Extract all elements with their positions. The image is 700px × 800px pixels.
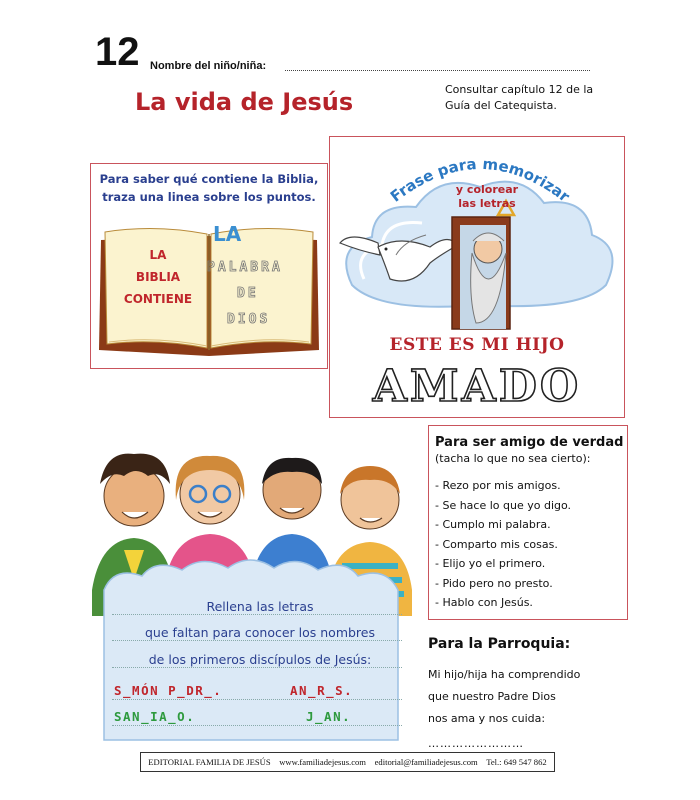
- lesson-number: 12: [95, 30, 140, 74]
- consult-line-1: Consultar capítulo 12 de la: [445, 83, 594, 96]
- footer-website[interactable]: www.familiadejesus.com: [279, 757, 366, 767]
- page-title: La vida de Jesús: [135, 88, 354, 116]
- footer: [140, 752, 555, 772]
- parish-line-3: nos ama y nos cuida:: [428, 712, 546, 725]
- card-rule-1: [112, 614, 402, 615]
- color-hint-line-1: y colorear: [455, 183, 519, 196]
- bible-instruction-line-1: Para saber qué contiene la Biblia,: [99, 172, 319, 186]
- friend-item-pray[interactable]: - Rezo por mis amigos.: [435, 479, 561, 492]
- color-hint-line-2: las letras: [458, 197, 516, 210]
- consult-note: [445, 82, 620, 114]
- friend-checklist-subtitle: (tacha lo que no sea cierto):: [435, 452, 591, 465]
- friend-checklist-title: Para ser amigo de verdad: [435, 435, 624, 450]
- disciples-instruction-line-2: que faltan para conocer los nombres: [145, 625, 375, 640]
- disciple-name-santiago[interactable]: SAN_IA_O.: [114, 709, 196, 724]
- dotted-word-de[interactable]: DE: [237, 286, 259, 301]
- dotted-word-palabra[interactable]: PALABRA: [207, 260, 283, 275]
- book-word-contiene: CONTIENE: [123, 292, 193, 306]
- friend-item-no-lend[interactable]: - Pido pero no presto.: [435, 576, 553, 590]
- memorize-phrase-box: [329, 136, 625, 418]
- memorize-arc-title: Frase para memorizar: [386, 154, 574, 206]
- disciple-name-juan[interactable]: J_AN.: [306, 709, 352, 724]
- book-word-la: LA: [149, 248, 167, 262]
- footer-publisher: EDITORIAL FAMILIA DE JESÚS: [148, 757, 271, 767]
- parish-line-2: que nuestro Padre Dios: [428, 690, 556, 703]
- parish-title: Para la Parroquia:: [428, 636, 571, 652]
- child-name-label: Nombre del niño/niña:: [150, 60, 267, 72]
- disciple-name-simon-pedro[interactable]: S_MÓN P_DR_.: [114, 683, 223, 698]
- parish-line-1: Mi hijo/hija ha comprendido: [428, 668, 581, 681]
- card-rule-3: [112, 667, 402, 668]
- disciple-name-andres[interactable]: AN_R_S.: [290, 683, 354, 698]
- card-rule-4: [112, 699, 402, 700]
- memorize-phrase: ESTE ES MI HIJO: [389, 335, 565, 355]
- dotted-word-dios[interactable]: DIOS: [227, 312, 271, 327]
- friend-item-share[interactable]: - Comparto mis cosas.: [435, 537, 558, 551]
- parish-signature-line[interactable]: ……………………: [428, 737, 524, 750]
- color-hint: [452, 183, 522, 211]
- book-word-biblia: BIBLIA: [135, 270, 181, 284]
- friend-checklist-box: [428, 425, 628, 620]
- footer-phone: Tel.: 649 547 862: [486, 757, 547, 767]
- book-left-page-text: [113, 244, 203, 310]
- memorize-outline-word[interactable]: AMADO: [372, 361, 582, 412]
- god-father-icon: [452, 201, 514, 329]
- friend-item-talk-jesus[interactable]: - Hablo con Jesús.: [435, 596, 533, 609]
- bible-instruction: [91, 170, 327, 206]
- child-name-line[interactable]: [285, 70, 590, 71]
- bible-instruction-line-2: traza una linea sobre los puntos.: [102, 190, 316, 204]
- friend-item-my-way[interactable]: - Se hace lo que yo digo.: [435, 498, 572, 512]
- memorize-cloud-illustration: [330, 137, 626, 337]
- bible-activity-box: [90, 163, 328, 369]
- disciples-instruction-line-3: de los primeros discípulos de Jesús:: [148, 652, 372, 667]
- book-right-la: LA: [213, 222, 242, 246]
- friend-item-choose-first[interactable]: - Elijo yo el primero.: [435, 557, 546, 570]
- friend-item-keep-word[interactable]: - Cumplo mi palabra.: [435, 518, 551, 531]
- footer-email[interactable]: editorial@familiadejesus.com: [374, 757, 478, 767]
- card-rule-2: [112, 640, 402, 641]
- disciples-instruction-line-1: Rellena las letras: [206, 599, 314, 614]
- card-rule-5: [112, 725, 402, 726]
- children-illustration: [90, 440, 415, 750]
- consult-line-2: Guía del Catequista.: [445, 99, 557, 112]
